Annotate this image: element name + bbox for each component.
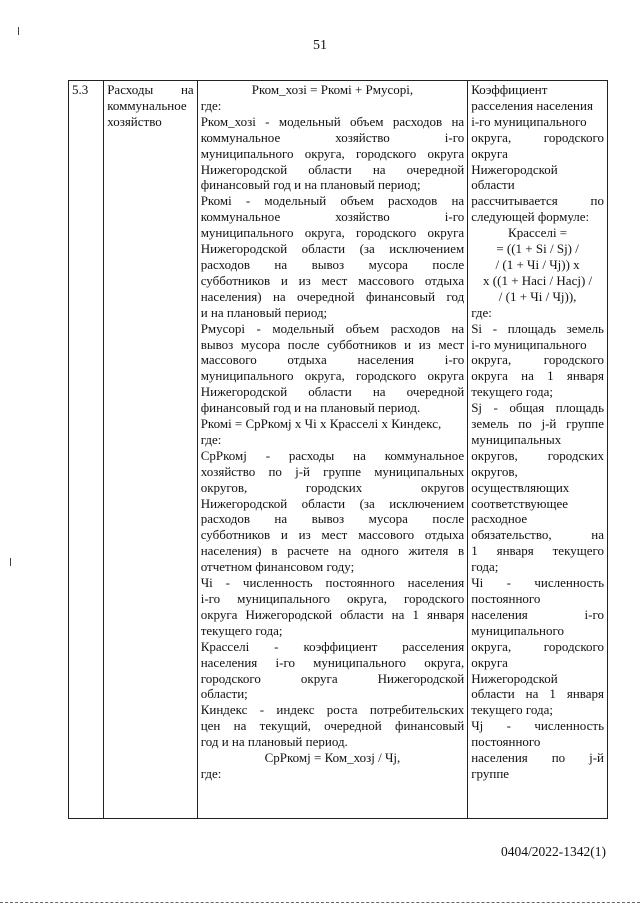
coef-line: муниципального <box>471 622 564 638</box>
text-line: городского округа Нижегородской <box>200 670 465 686</box>
coef-line: округа, городского <box>471 129 604 145</box>
category-line: Расходы на <box>107 82 194 97</box>
coef-line: постоянного <box>471 734 541 750</box>
coef-line: округа <box>471 654 508 670</box>
coef-line: округов, <box>471 463 518 479</box>
coef-line: расселения населения <box>471 97 593 113</box>
document-code: 0404/2022-1342(1) <box>501 844 606 859</box>
row-number: 5.3 <box>69 81 104 819</box>
coef-line: муниципальных <box>471 431 562 447</box>
coef-line: Нижегородской <box>471 670 558 686</box>
coef-line: земель по j-й группе <box>471 416 604 432</box>
coef-line: Коэффициент <box>471 82 548 97</box>
text-line: СрPкомj - расходы на коммунальное <box>200 447 465 463</box>
coef-line: обязательство, на <box>471 527 604 543</box>
text-line: финансовый год и на плановый период; <box>200 177 421 193</box>
text-line: цен на текущий, очередной финансовый <box>200 718 465 734</box>
formula-line: = ((1 + Si / Sj) / <box>496 241 579 257</box>
coef-line: округа <box>471 145 508 161</box>
coef-line: населения i-го <box>471 606 604 622</box>
text-line: финансовый год и на плановый период. <box>200 400 421 416</box>
formula-line: / (1 + Чi / Чj)), <box>498 288 577 304</box>
text-line: населения) на очередной финансовый год <box>200 288 465 304</box>
formula-line: СрPкомj = Ком_хозj / Чj, <box>264 750 401 766</box>
text-line: и на плановый период; <box>200 304 328 320</box>
text-line: муниципального округа, городского округа <box>200 225 465 241</box>
coef-line: i-го муниципального <box>471 113 587 129</box>
text-line: Киндекс - индекс роста потребительских <box>200 702 465 718</box>
text-line: субботников и из мест массового отдыха <box>200 527 465 543</box>
text-line: где: <box>200 97 222 113</box>
expense-category-cell <box>104 81 198 819</box>
coef-line: соответствующее <box>471 495 569 511</box>
text-line: округа Нижегородской области на 1 января <box>200 606 465 622</box>
coef-line: округов, городских <box>471 447 604 463</box>
coef-line: текущего года; <box>471 702 553 718</box>
table-row <box>69 81 608 819</box>
text-line: Нижегородской области на очередной <box>200 161 465 177</box>
coef-line: рассчитывается по <box>471 193 604 209</box>
coef-line: текущего года; <box>471 384 553 400</box>
coef-line: Si - площадь земель <box>471 320 604 336</box>
page-number: 51 <box>313 38 327 53</box>
text-line: текущего года; <box>200 622 283 638</box>
text-line: населения) в расчете на одного жителя в <box>200 543 465 559</box>
text-line: Рмусорi - модельный объем расходов на <box>200 320 465 336</box>
coef-line: Нижегородской <box>471 161 558 177</box>
text-line: вывоз мусора после субботников и из мест <box>200 336 465 352</box>
coef-line: постоянного <box>471 591 541 606</box>
category-line: коммунальное <box>107 97 187 113</box>
category-line: хозяйство <box>107 113 162 129</box>
text-line: округов, городских округов <box>200 479 465 495</box>
text-line: расходов на вывоз мусора после <box>200 256 465 272</box>
text-line: населения i-го муниципального округа, <box>200 654 465 670</box>
coef-line: 1 января текущего <box>471 543 604 559</box>
coefficient-cell <box>468 81 608 819</box>
method-cell <box>197 81 468 819</box>
text-line: хозяйство по j-й группе муниципальных <box>200 463 465 479</box>
coef-line: где: <box>471 304 492 320</box>
text-line: расходов на вывоз мусора после <box>200 511 465 527</box>
text-line: Pкомi - модельный объем расходов на <box>200 193 465 209</box>
text-line: коммунальное хозяйство i-го <box>200 129 465 145</box>
coef-line: области <box>471 177 515 193</box>
text-line: Красселi - коэффициент расселения <box>200 638 465 654</box>
coef-line: области на 1 января <box>471 686 604 702</box>
coef-line: i-го муниципального <box>471 336 587 352</box>
coef-line: Чj - численность <box>471 718 604 734</box>
text-line: массового отдыха населения i-го <box>200 352 465 368</box>
coef-line: населения по j-й <box>471 750 604 766</box>
text-line: Чi - численность постоянного населения <box>200 575 465 591</box>
text-line: субботников и из мест массового отдыха <box>200 272 465 288</box>
text-line: Нижегородской области (за исключением <box>200 495 465 511</box>
text-line: муниципального округа, городского округа <box>200 368 465 384</box>
coef-line: округа на 1 января <box>471 368 604 384</box>
text-line: где: <box>200 431 222 447</box>
text-line: муниципального округа, городского округа <box>200 145 465 161</box>
coef-line: расходное <box>471 511 528 527</box>
allocation-table <box>68 80 608 819</box>
text-line: i-го муниципального округа, городского <box>200 591 465 606</box>
scan-margin-mark <box>10 558 11 566</box>
text-line: Нижегородской области на очередной <box>200 384 465 400</box>
formula-line: Красселi = <box>508 225 568 241</box>
coef-line: Sj - общая площадь <box>471 400 604 416</box>
coef-line: Чi - численность <box>471 575 604 591</box>
text-line: коммунальное хозяйство i-го <box>200 209 465 225</box>
coef-line: осуществляющих <box>471 479 570 495</box>
formula-line: Pком_хозi = Pкомi + Рмусорi, <box>251 82 414 97</box>
formula-line: Pкомi = СрPкомj x Чi x Красселi x Киндекс, <box>200 416 442 432</box>
scan-bottom-edge <box>0 902 640 904</box>
coef-line: года; <box>471 559 499 575</box>
text-line: где: <box>200 765 222 781</box>
formula-line: / (1 + Чi / Чj)) x <box>495 256 580 272</box>
text-line: Pком_хозi - модельный объем расходов на <box>200 113 465 129</box>
text-line: отчетном финансовом году; <box>200 559 355 575</box>
coef-line: следующей формуле: <box>471 209 590 225</box>
scan-margin-mark <box>18 27 19 35</box>
formula-line: x ((1 + Насi / Насj) / <box>483 272 593 288</box>
text-line: год и на плановый период. <box>200 734 348 750</box>
text-line: Нижегородской области (за исключением <box>200 241 465 257</box>
text-line: области; <box>200 686 248 702</box>
coef-line: округа, городского <box>471 638 604 654</box>
coef-line: группе <box>471 765 510 781</box>
coef-line: округа, городского <box>471 352 604 368</box>
